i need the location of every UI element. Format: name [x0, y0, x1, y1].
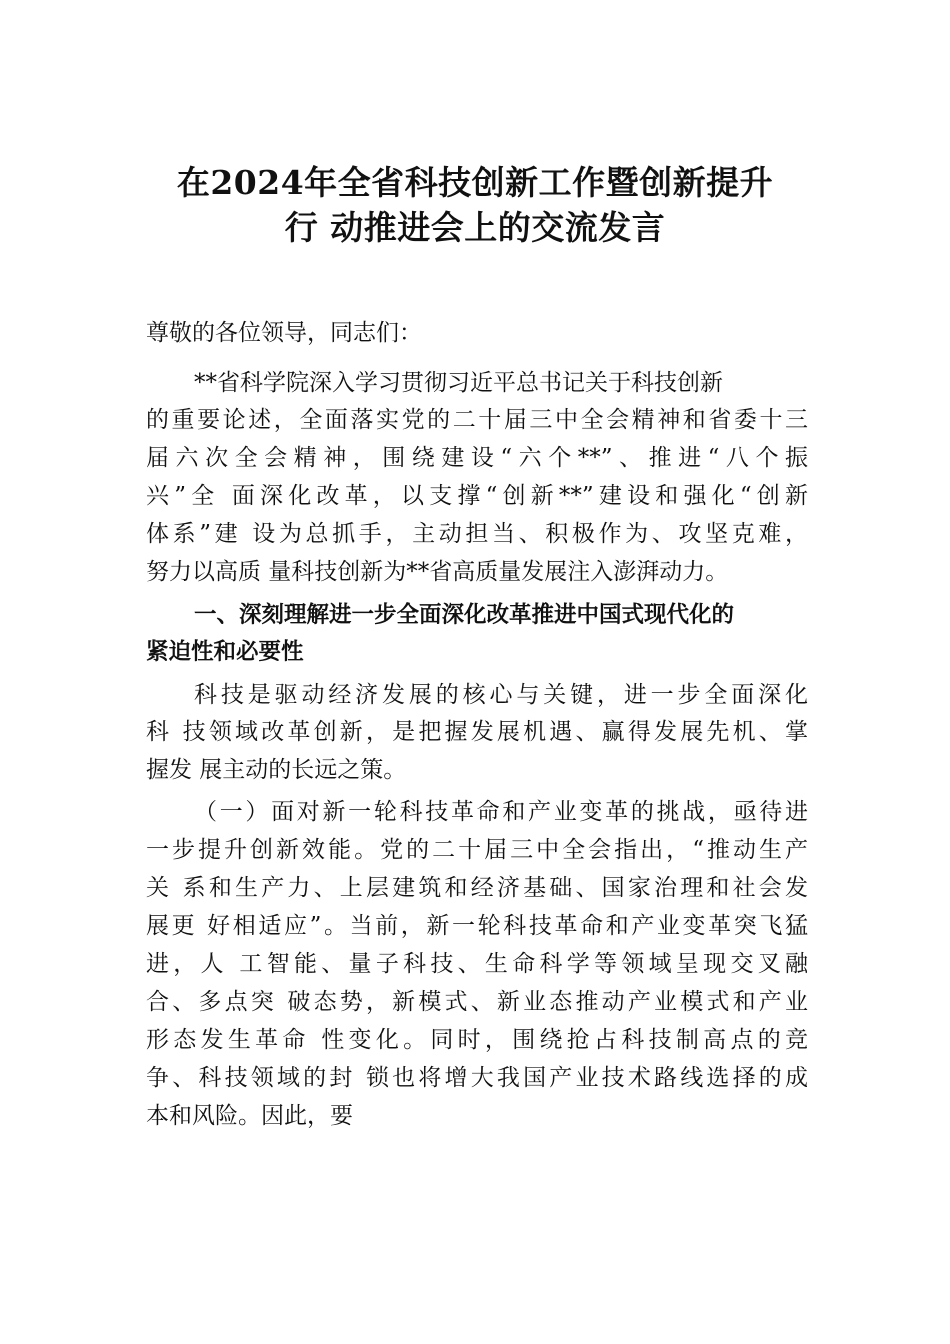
para3-line-2: 一步提升创新效能。党的二十届三中全会指出，“推动生产 [146, 837, 808, 863]
title-line-1: 在2024年全省科技创新工作暨创新提升 [176, 163, 774, 202]
para2-line-1: 科技是驱动经济发展的核心与关键，进一步全面深化 [194, 682, 808, 708]
intro-line-2: 的重要论述，全面落实党的二十届三中全会精神和省委十三 [146, 407, 808, 433]
intro-line-3: 届六次全会精神，围绕建设“六个**”、推进“八个振 [146, 445, 808, 471]
intro-line-6: 努力以高质 量科技创新为**省高质量发展注入澎湃动力。 [146, 559, 729, 585]
para3-line-8: 争、科技领域的封 锁也将增大我国产业技术路线选择的成 [146, 1065, 808, 1091]
para3-line-4: 展更 好相适应”。当前，新一轮科技革命和产业变革突飞猛 [146, 913, 808, 939]
para3-line-1: （一）面对新一轮科技革命和产业变革的挑战，亟待进 [194, 799, 808, 825]
salutation: 尊敬的各位领导，同志们： [146, 320, 422, 346]
intro-line-4: 兴”全 面深化改革，以支撑“创新**”建设和强化“创新 [146, 483, 808, 509]
para2-line-3: 握发 展主动的长远之策。 [146, 757, 407, 783]
document-title [120, 160, 830, 250]
para3-line-3: 关 系和生产力、上层建筑和经济基础、国家治理和社会发 [146, 875, 808, 901]
para3-line-9: 本和风险。因此，要 [146, 1103, 353, 1129]
para3-line-7: 形态发生革命 性变化。同时，围绕抢占科技制高点的竞 [146, 1027, 808, 1053]
section-heading-1-line-1: 一、深刻理解进一步全面深化改革推进中国式现代化的 [194, 602, 735, 628]
para2-line-2: 科 技领域改革创新，是把握发展机遇、赢得发展先机、掌 [146, 719, 808, 745]
title-line-2: 行 动推进会上的交流发言 [284, 208, 666, 247]
section-heading-1-line-2: 紧迫性和必要性 [146, 639, 304, 665]
intro-line-5: 体系”建 设为总抓手，主动担当、积极作为、攻坚克难， [146, 521, 808, 547]
intro-line-1: **省科学院深入学习贯彻习近平总书记关于科技创新 [194, 370, 723, 396]
para3-line-5: 进，人 工智能、量子科技、生命科学等领域呈现交叉融 [146, 951, 808, 977]
para3-line-6: 合、多点突 破态势，新模式、新业态推动产业模式和产业 [146, 989, 808, 1015]
